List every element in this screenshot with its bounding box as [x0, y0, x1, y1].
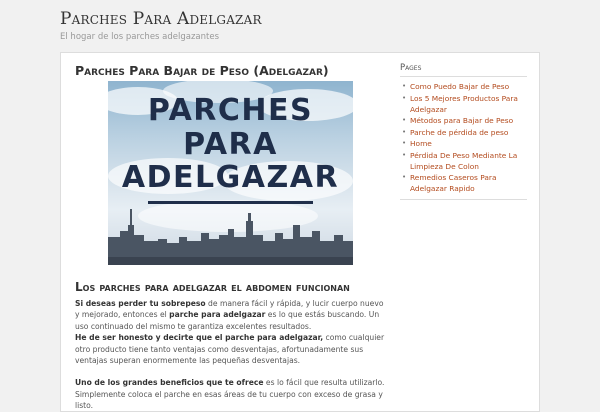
entry-title: Parches Para Bajar de Peso (Adelgazar)	[75, 63, 329, 78]
widget-divider	[400, 199, 527, 200]
bold-text: parche para adelgazar	[169, 310, 266, 320]
sidebar	[400, 63, 527, 200]
paragraph	[75, 377, 385, 411]
image-text-line: ADELGAZAR	[121, 160, 340, 195]
text: es lo fácil que resulta utilizarlo. Simplemente coloca el parche en esas áreas de tu cuerpo con exceso de grasa y listo.	[75, 378, 385, 411]
image-text-line: PARA	[183, 127, 278, 162]
page-link[interactable]: • Home	[402, 138, 527, 149]
page-link[interactable]: • Los 5 Mejores Productos Para Adelgazar	[402, 93, 527, 115]
image-text-line: PARCHES	[147, 93, 314, 128]
page-link[interactable]: • Parche de pérdida de peso	[402, 127, 527, 138]
page-link[interactable]: • Remedios Caseros Para Adelgazar Rapido	[402, 172, 527, 194]
section-heading: Los parches para adelgazar el abdomen funcionan	[75, 280, 350, 294]
page-link[interactable]: • Métodos para Bajar de Peso	[402, 115, 527, 126]
main-content	[75, 63, 385, 412]
featured-image	[108, 81, 353, 265]
paragraph	[75, 332, 385, 366]
bold-text: Uno de los grandes beneficios que te ofrece	[75, 378, 264, 388]
site-title[interactable]: Parches Para Adelgazar	[60, 9, 262, 29]
text: de manera fácil y rápida, y lucir cuerpo nuevo y mejorado, entonces el	[75, 299, 384, 320]
paragraph	[75, 298, 385, 332]
page-link[interactable]: • Como Puedo Bajar de Peso	[402, 81, 527, 92]
bold-text: He de ser honesto y decirte que el parche para adelgazar,	[75, 333, 324, 343]
text: es lo que estás buscando. Un uso continuado del mismo te garantiza excelentes resultados.	[75, 310, 380, 331]
site-header	[60, 8, 540, 42]
bold-text: Si deseas perder tu sobrepeso	[75, 299, 206, 308]
city-skyline-illustration	[108, 195, 353, 265]
text: como cualquier otro producto tiene tanto ventajas como desventajas, afortunadamente sus ventajas superan enormemente las pequeñas desventajas.	[75, 333, 385, 366]
site-description: El hogar de los parches adelgazantes	[60, 32, 220, 42]
widget-title-pages: Pages	[400, 63, 527, 77]
pages-list	[400, 81, 527, 194]
page-link[interactable]: • Pérdida De Peso Mediante La Limpieza De Colon	[402, 150, 527, 172]
content-container	[60, 52, 540, 412]
